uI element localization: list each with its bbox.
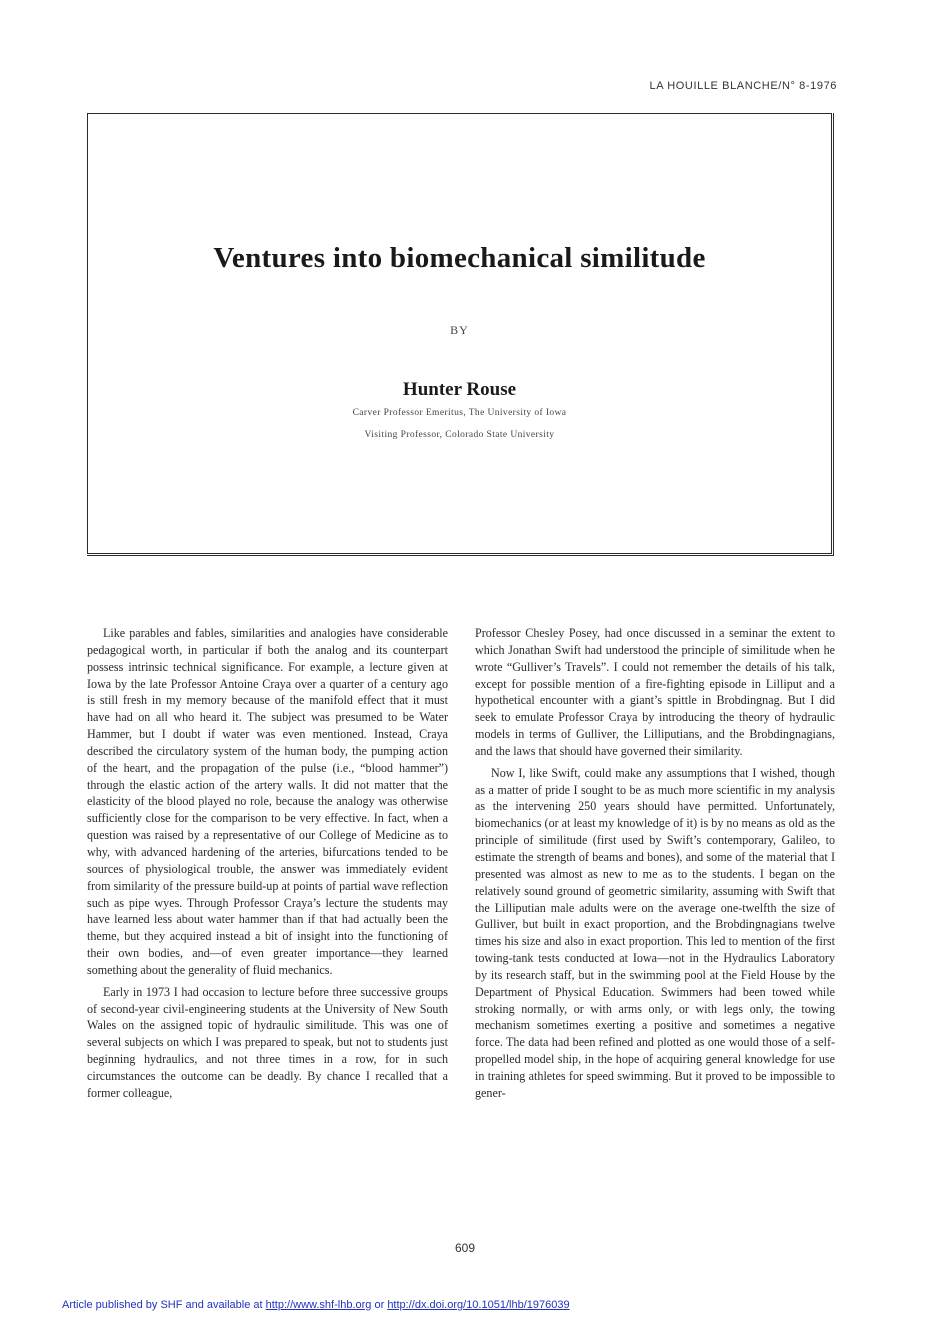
footer-text: or bbox=[371, 1299, 388, 1311]
author-affiliation-2: Visiting Professor, Colorado State University bbox=[364, 430, 555, 440]
right-column bbox=[475, 625, 835, 1107]
page-number: 609 bbox=[454, 1241, 476, 1255]
footer-link-doi[interactable]: http://dx.doi.org/10.1051/lhb/1976039 bbox=[387, 1299, 570, 1311]
paragraph: Now I, like Swift, could make any assumptions that I wished, though as a matter of pride I sought to be as much more scientific in my analysis as the intervening 250 years should have permitted. Unfortunately, biomechanics (or at least my knowledge of it) is by no means as old as the principle of similitude (first used by Swift’s contemporary, Galileo, to estimate the strength of beams and bones), and some of the material that I presented was almost as new to me as to the students. I began on the relatively sound ground of geometric similarity, assuming with Swift that the Lilliputian male adults were on the average one-twelfth the size of Gulliver, but built in exact proportion, and the Brobdingnagians twelve times his size and also in exact proportion. This led to mention of the first towing-tank tests conducted at Iowa—not in the Hydraulics Laboratory by its research staff, but in the swimming pool at the Field House by the Department of Physical Education. Swimmers had been towed while stroking normally, or with arms only, or with legs only, the towing mechanism sometimes exerting a positive and sometimes a negative force. The data had been refined and plotted as one would those of a self-propelled model ship, in the hope of acquiring general knowledge for use in training athletes for speed swimming. But it proved to be impossible to gener- bbox=[475, 765, 835, 1100]
author-name: Hunter Rouse bbox=[402, 379, 517, 400]
paragraph: Professor Chesley Posey, had once discussed in a seminar the extent to which Jonathan Swift had understood the principle of similitude when he wrote “Gulliver’s Travels”. I could not remember the details of his talk, except for possible mention of a fire-fighting episode in Lilliput and a hypothetical encounter with a giant’s spittle in Brobdingnag. But I did seek to emulate Professor Craya by introducing the theory of hydraulic models in terms of Gulliver, the Lilliputians, and the Brobdingnagians, and the laws that should have governed their similarity. bbox=[475, 626, 835, 758]
footer-text: Article published by SHF and available at bbox=[62, 1299, 266, 1311]
title-box bbox=[87, 113, 832, 554]
paragraph: Like parables and fables, similarities and analogies have considerable pedagogical worth, in particular if both the analog and its counterpart possess intrinsic technical significance. For example, a lecture given at Iowa by the late Professor Antoine Craya over a quarter of a century ago is still fresh in my memory because of the manifold effect that it must have had on all who heard it. The subject was presumed to be Water Hammer, but I doubt if water was even mentioned. Instead, Craya described the circulatory system of the human body, the pumping action of the heart, and the propagation of the pulse (i.e., “blood hammer”) through the elastic action of the artery walls. It did not matter that the elasticity of the blood played no role, because the analogy was otherwise sufficiently close for the comparison to be very effective. In fact, when a question was raised by a representative of our College of Medicine as to why, with advanced hardening of the arteries, bifurcations tended to be sources of physiological trouble, the answer was immediately evident from similarity of the pressure build-up at points of partial wave reflection such as pipe wyes. Through Professor Craya’s lecture the students may have learned less about water hammer than if that had actually been the theme, but they acquired instead a bit of insight into the functioning of their own bodies, and—of even greater importance—they learned something about the generality of fluid mechanics. bbox=[87, 626, 448, 977]
running-head: LA HOUILLE BLANCHE/N° 8-1976 bbox=[649, 80, 837, 92]
author-affiliation-1: Carver Professor Emeritus, The University of Iowa bbox=[352, 408, 567, 418]
left-column bbox=[87, 625, 448, 1107]
publication-footer bbox=[62, 1299, 570, 1311]
paragraph: Early in 1973 I had occasion to lecture before three successive groups of second-year civil-engineering students at the University of New South Wales on the assigned topic of hydraulic similitude. This was one of several subjects on which I was prepared to speak, but not to students just beginning hydraulics, and not three times in a row, for in such circumstances the outcome can be deadly. By chance I recalled that a former colleague, bbox=[87, 984, 448, 1100]
footer-link-shf[interactable]: http://www.shf-lhb.org bbox=[265, 1299, 372, 1311]
article-title: Ventures into biomechanical similitude bbox=[213, 242, 706, 274]
byline-label: BY bbox=[450, 323, 469, 337]
